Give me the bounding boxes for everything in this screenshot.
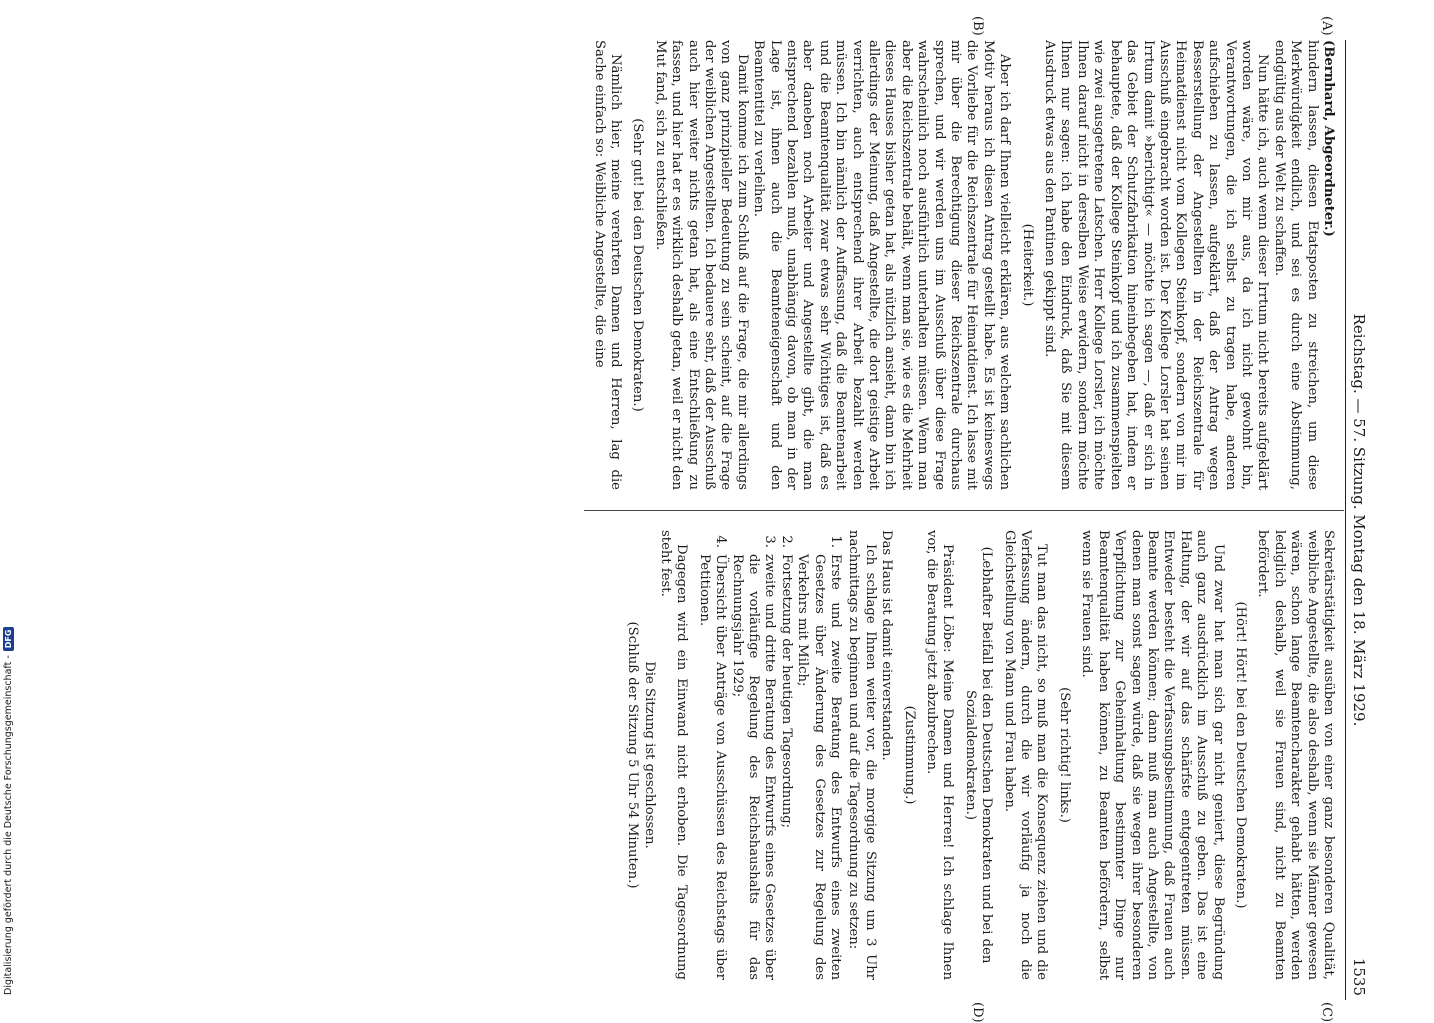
column-divider xyxy=(584,510,1344,511)
interjection: (Lebhafter Beifall bei den Deutschen Demokraten und bei den Sozialdemokraten.) xyxy=(962,546,995,964)
digitization-note xyxy=(3,600,23,995)
margin-marker-d: (D) xyxy=(970,1002,985,1023)
list-number: 2. xyxy=(778,535,794,548)
paragraph: Tut man das nicht, so muß man die Konsequenz ziehen und die Verfassung ändern, durch die wir vorläufig ja noch die Gleichstellung von Mann und Frau haben. xyxy=(1001,530,1050,980)
left-column xyxy=(590,40,1336,490)
list-text: Fortsetzung der heutigen Tagesordnung; xyxy=(778,554,794,829)
header-rule xyxy=(1345,40,1346,1000)
paragraph: Nämlich hier, meine verehrten Damen und Herren, lag die Sache einfach so: Weibliche Angestellte, die eine xyxy=(591,40,623,490)
rotated-page xyxy=(420,16,1370,1023)
right-column xyxy=(624,530,1336,980)
list-item xyxy=(695,530,728,980)
page-number: 1535 xyxy=(1350,957,1368,996)
list-number: 3. xyxy=(762,535,778,548)
closing-statement: Die Sitzung ist geschlossen. xyxy=(641,661,657,849)
margin-marker-a: (A) xyxy=(1319,16,1334,36)
paragraph: Nun hätte ich, auch wenn dieser Irrtum nicht bereits aufgeklärt worden wäre, von mir aus, da ich nicht gewohnt bin, Verantwortungen, die ich selbst zu tragen habe, anderen aufschieben zu lassen, aufgeklärt, daß der Antrag wegen Besserstellung der Angestellten in der Reichszentrale für Heimatdienst nicht vom Kollegen Steinkopf, sondern von mir im Ausschuß eingebracht worden ist. Der Kollege Lorsler hat seinen Irrtum damit »berichtigt« — möchte ich sagen —, daß er sich in das Gebiet der Schutzfabrikation hineinbegeben hat, indem er behauptete, daß der Kollege Steinkopf und ich zusammenspielten wie zwei ausgetretene Latschen. Herr Kollege Lorsler, ich möchte Ihnen darauf nicht in derselben Weise erwidern, sondern möchte Ihnen nur sagen: ich habe den Eindruck, daß Sie mit diesem Ausdruck etwas aus den Pantinen gekippt sind. xyxy=(1042,40,1271,490)
list-number: 4. xyxy=(713,535,729,548)
interjection: (Zustimmung.) xyxy=(901,705,917,805)
list-text: Erste und zweite Beratung des Entwurfs eines zweiten Gesetzes über Änderung des Gesetzes zur Regelung des Verkehrs mit Milch; xyxy=(795,554,844,980)
paragraph: Und zwar hat man sich gar nicht geniert, diese Begründung auch ganz ausdrücklich im Ausschuß zu geben. Das ist eine Haltung, der wir auf das schärfste entgegentreten müssen. Entweder besteht die Verfassungsbestimmung, daß Frauen auch Beamte werden können; dann muß man auch Angestellte, von denen man sonst sagen würde, daß sie wegen ihrer besonderen Verpflichtung zur Geheimhaltung bestimmter Dinge nur Beamtenqualität haben können, zu Beamten befördern, selbst wenn sie Frauen sind. xyxy=(1079,530,1226,980)
interjection: (Heiterkeit.) xyxy=(1019,223,1035,307)
paragraph: Aber ich darf Ihnen vielleicht erklären, aus welchem sachlichen Motiv heraus ich diesen Antrag gestellt habe. Es ist keineswegs die Vorliebe für die Reichszentrale für Heimatdienst. Ich lasse mit mir über die Berechtigung dieser Reichszentrale durchaus sprechen, und wir werden uns im Ausschuß über diese Frage wahrscheinlich noch ausführlich unterhalten müssen. Wenn man aber die Reichszentrale behält, wenn man sie, wie es die Mehrheit dieses Hauses bisher getan hat, als nützlich ansieht, dann bin ich allerdings der Meinung, daß Angestellte, die dort geistige Arbeit verrichten, auch entsprechend ihrer Arbeit bezahlt werden müssen. Ich bin nämlich der Auffassung, daß die Beamtenarbeit und die Beamtenqualität zwar etwas sehr Wichtiges ist, daß es aber daneben noch Arbeiter und Angestellte gibt, die man entsprechend bezahlen muß, unabhängig davon, ob man in der Lage ist, ihnen auch die Beamteneigenschaft und den Beamtentitel zu verleihen. xyxy=(751,40,1013,490)
speaker-label: (Bernhard, Abgeordneter.) xyxy=(1321,40,1336,237)
paragraph: Dagegen wird ein Einwand nicht erhoben. Die Tagesordnung steht fest. xyxy=(657,530,690,980)
list-text: zweite und dritte Beratung des Entwurfs eines Gesetzes über die vorläufige Regelung des Reichshaushalts für das Rechnungsjahr 1929; xyxy=(729,554,778,980)
interjection: (Sehr richtig! links.) xyxy=(1056,687,1072,823)
list-item xyxy=(728,530,777,980)
president-speech: Präsident Löbe: Meine Damen und Herren! Ich schlage Ihnen vor, die Beratung jetzt abzubrechen. xyxy=(924,530,956,980)
list-number: 1. xyxy=(828,535,844,548)
agenda-list xyxy=(695,530,843,980)
digitization-note-text-wrapper xyxy=(3,627,14,995)
header-title: Reichstag. — 57. Sitzung. Montag den 18. März 1929. xyxy=(1350,313,1368,727)
list-item xyxy=(794,530,843,980)
paragraph: Damit komme ich zum Schluß auf die Frage, die mir allerdings von ganz prinzipieller Bedeutung zu sein scheint, auf die Frage der weiblichen Angestellten. Ich bedauere sehr, daß der Ausschuß auch hier weiter nichts getan hat, als eine Entschließung zu fassen, und hier hat er es wirklich deshalb getan, weil er nicht den Mut fand, sich zu entschließen. xyxy=(652,40,750,490)
list-text: Übersicht über Anträge von Ausschüssen des Reichstags über Petitionen. xyxy=(696,554,729,980)
paragraph: Sekretärstätigkeit ausüben von einer ganz besonderen Qualität, weibliche Angestellte, die also deshalb, wenn sie Männer gewesen wären, schon lange Beamtencharakter gehabt hätten, werden lediglich deshalb, weil sie Frauen sind, nicht zu Beamten befördert. xyxy=(1255,530,1336,980)
margin-marker-b: (B) xyxy=(970,16,985,36)
interjection: (Sehr gut! bei den Deutschen Demokraten.) xyxy=(630,118,646,412)
running-header xyxy=(1346,40,1370,1000)
list-item xyxy=(777,530,793,980)
paragraph: Das Haus ist damit einverstanden. xyxy=(879,530,895,761)
margin-marker-c: (C) xyxy=(1319,1002,1334,1023)
dfg-logo-icon: DFG xyxy=(3,627,14,652)
digitization-note-text: Digitalisierung gefördert durch die Deutsche Forschungsgemeinschaft - xyxy=(3,655,14,995)
paragraph: Ich schlage Ihnen weiter vor, die morgige Sitzung um 3 Uhr nachmittags zu beginnen und auf die Tagesordnung zu setzen: xyxy=(846,530,878,980)
interjection: (Hört! Hört! bei den Deutschen Demokraten.) xyxy=(1232,601,1248,909)
paragraph: hindern lassen, diesen Etatsposten zu streichen, um diese Merkwürdigkeit endlich, und sei es durch eine Abstimmung, endgültig aus der Welt zu schaffen. xyxy=(1271,40,1320,490)
closing-time: (Schluß der Sitzung 5 Uhr 54 Minuten.) xyxy=(625,621,641,889)
